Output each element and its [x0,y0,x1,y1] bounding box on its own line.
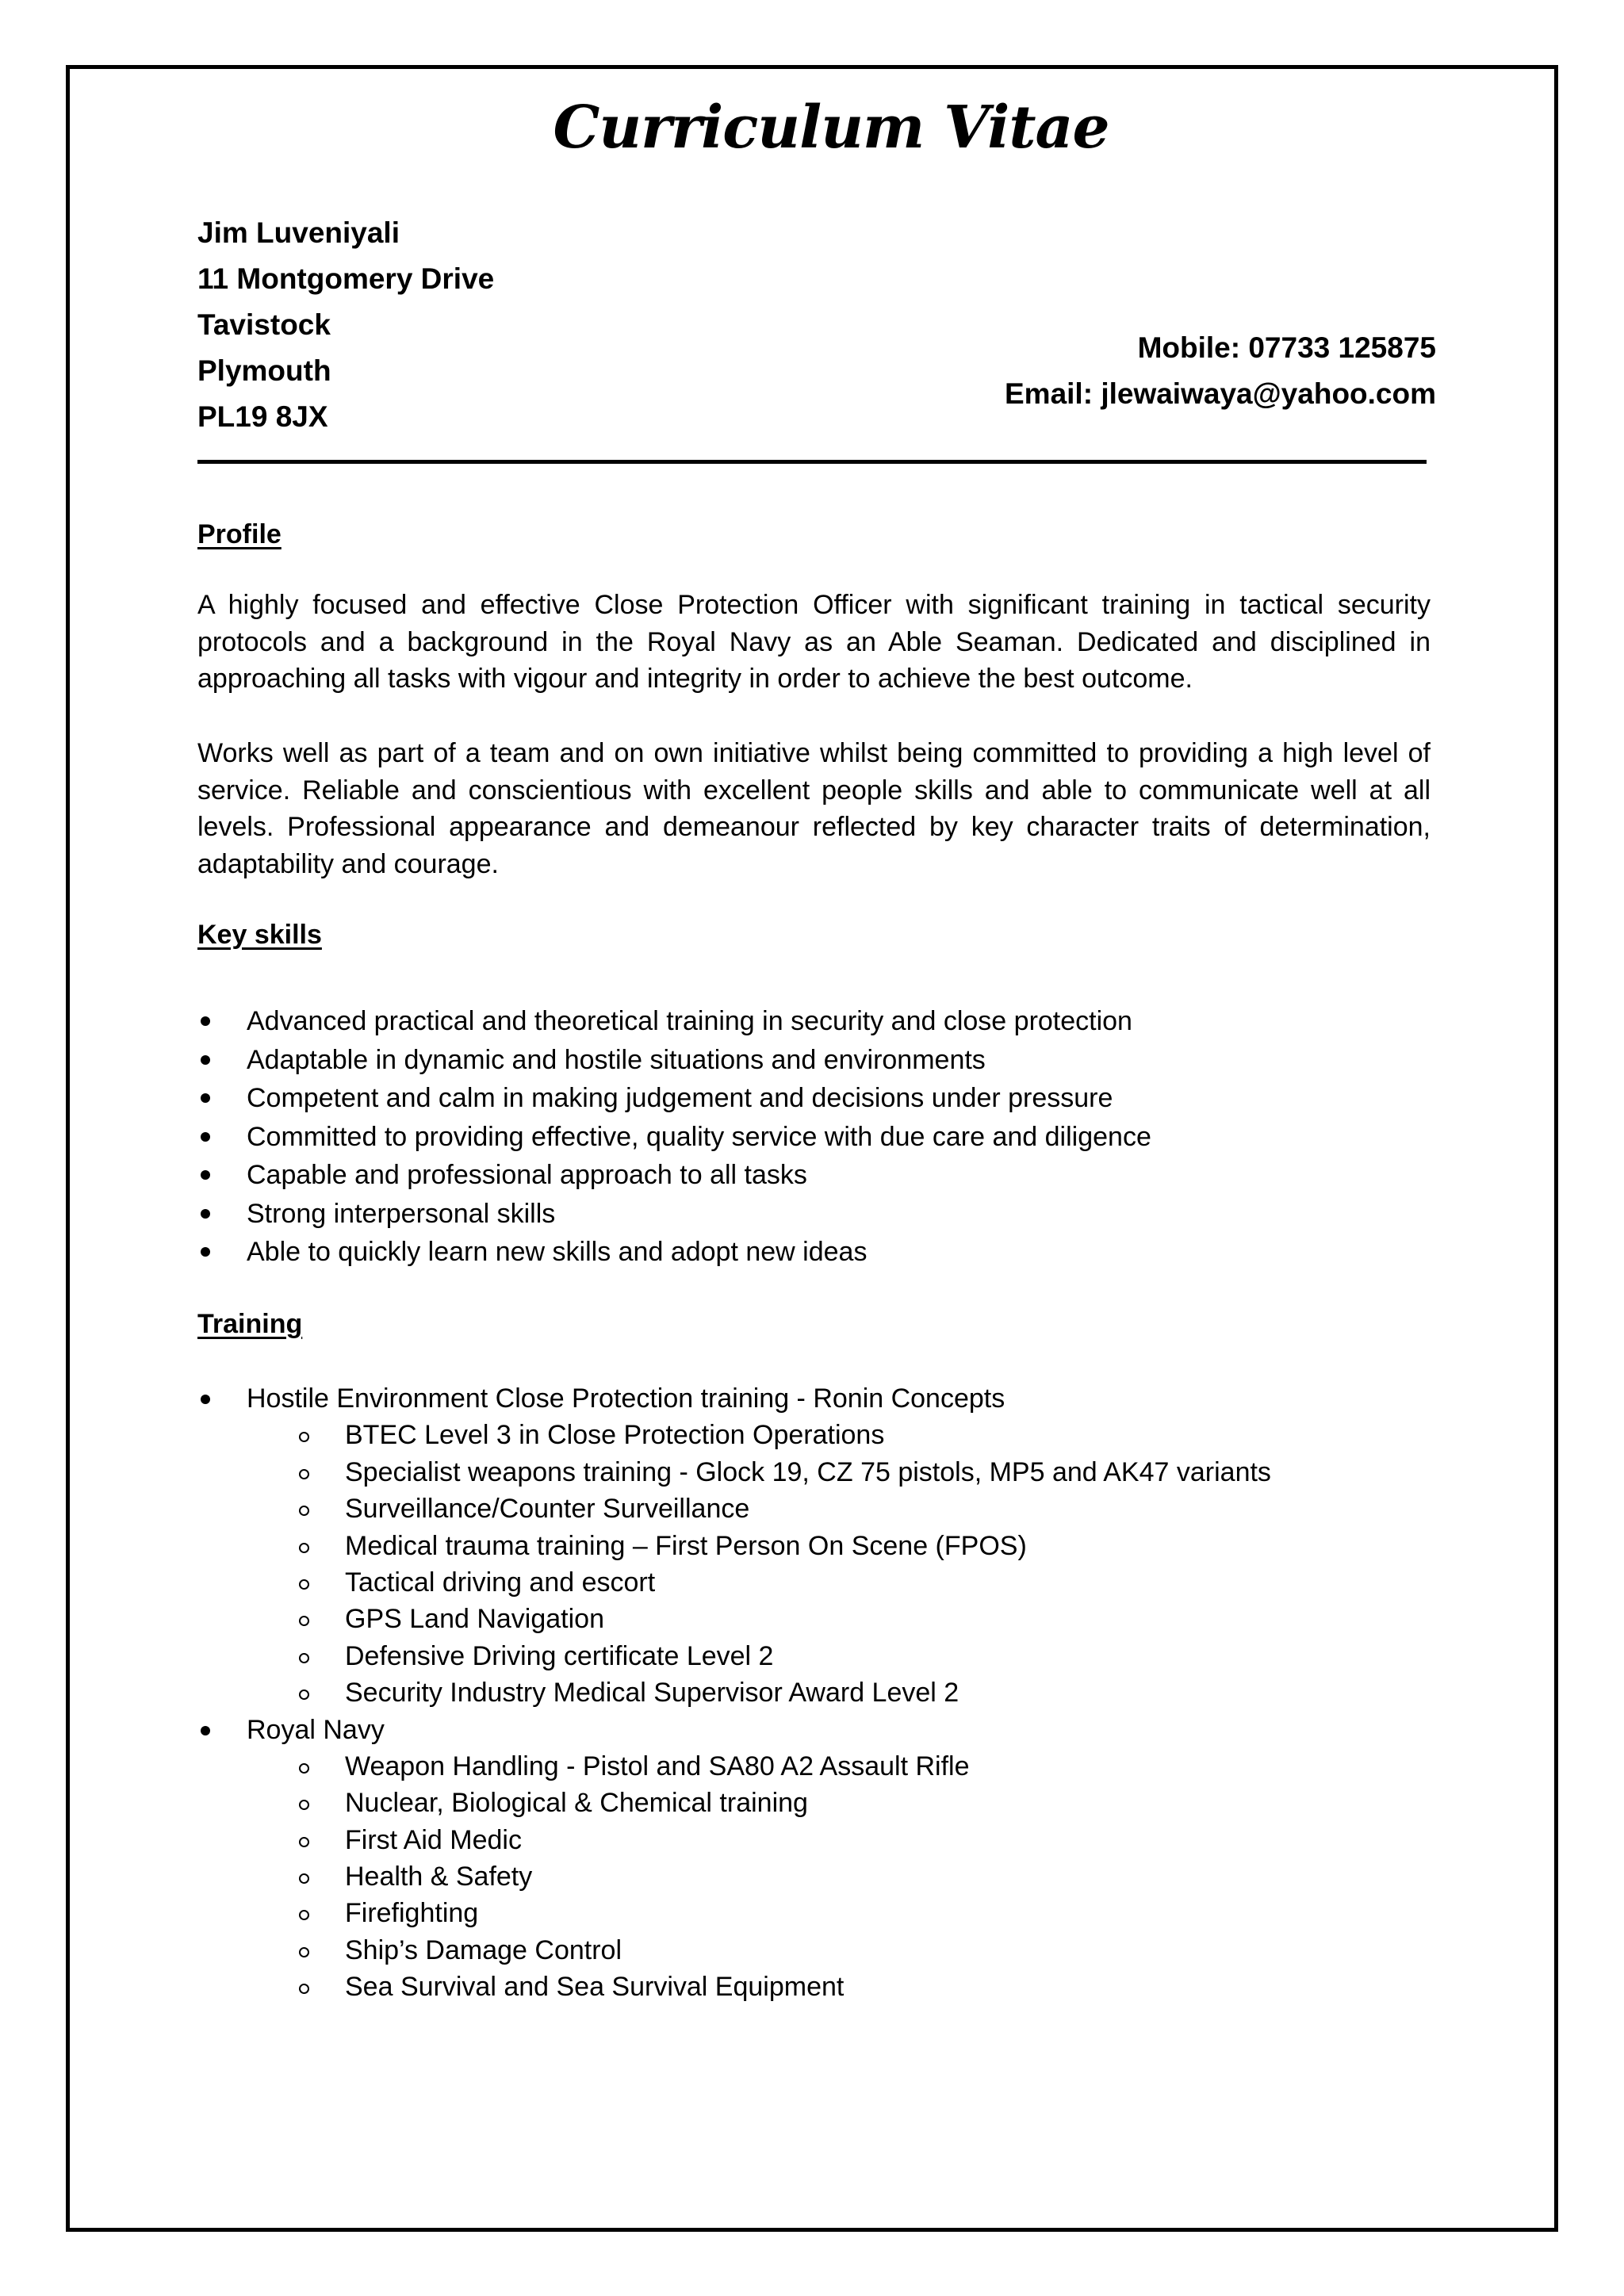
candidate-name: Jim Luveniyali [197,216,400,249]
training-item-text: Medical trauma training – First Person On Scene (FPOS) [345,1530,1027,1561]
training-item-text: Surveillance/Counter Surveillance [345,1494,750,1525]
training-item-text: Ship’s Damage Control [345,1934,622,1965]
training-item-text: First Aid Medic [345,1824,522,1855]
training-item-text: Defensive Driving certificate Level 2 [345,1640,774,1671]
list-item-text: Advanced practical and theoretical training in security and close protection [247,1006,1132,1036]
email-address: Email: jlewaiwaya@yahoo.com [1005,377,1436,410]
list-item-text: Strong interpersonal skills [247,1198,556,1229]
address-postcode: PL19 8JX [197,400,328,433]
address-line-1: 11 Montgomery Drive [197,262,495,295]
profile-heading: Profile [197,519,282,549]
list-item-text: Capable and professional approach to all tasks [247,1160,807,1190]
training-item-text: Nuclear, Biological & Chemical training [345,1788,808,1819]
training-item-text: Weapon Handling - Pistol and SA80 A2 Assault Rifle [345,1751,970,1781]
list-item-text: Committed to providing effective, quality service with due care and diligence [247,1121,1151,1152]
training-item-text: BTEC Level 3 in Close Protection Operations [345,1420,885,1451]
training-item-text: Specialist weapons training - Glock 19, CZ 75 pistols, MP5 and AK47 variants [345,1456,1271,1487]
list-item-text: Able to quickly learn new skills and adopt new ideas [247,1237,868,1267]
address-block [197,210,494,440]
training-item-text: GPS Land Navigation [345,1604,604,1635]
training-item-text: Firefighting [345,1898,479,1929]
list-item-text: Competent and calm in making judgement and decisions under pressure [247,1083,1113,1113]
document-title: Curriculum Vitae [553,94,1109,162]
training-item-text: Security Industry Medical Supervisor Award Level 2 [345,1678,959,1709]
training-group-label: Hostile Environment Close Protection training - Ronin Concepts [247,1383,1005,1414]
training-heading: Training [197,1309,303,1339]
address-line-3: Plymouth [197,354,331,387]
profile-paragraph-2: Works well as part of a team and on own initiative whilst being committed to providing a high level of service. Reliable and conscientious with excellent people skills and able to communicate well at all levels. Professional appearance and demeanour reflected by key character traits of determination, adaptability and courage. [197,738,1431,879]
mobile-number: Mobile: 07733 125875 [1137,331,1436,364]
contact-block [1005,325,1436,417]
training-item-text: Tactical driving and escort [345,1567,656,1598]
training-item-text: Health & Safety [345,1862,533,1892]
header-divider [197,460,1427,464]
training-group-label: Royal Navy [247,1714,385,1745]
profile-paragraph-1: A highly focused and effective Close Protection Officer with significant training in tactical security protocols and a background in the Royal Navy as an Able Seaman. Dedicated and disciplined in approaching all tasks with vigour and integrity in order to achieve the best outcome. [197,590,1431,694]
address-line-2: Tavistock [197,308,331,341]
key-skills-heading: Key skills [197,920,322,950]
list-item-text: Adaptable in dynamic and hostile situations and environments [247,1044,986,1075]
training-item-text: Sea Survival and Sea Survival Equipment [345,1972,845,2003]
